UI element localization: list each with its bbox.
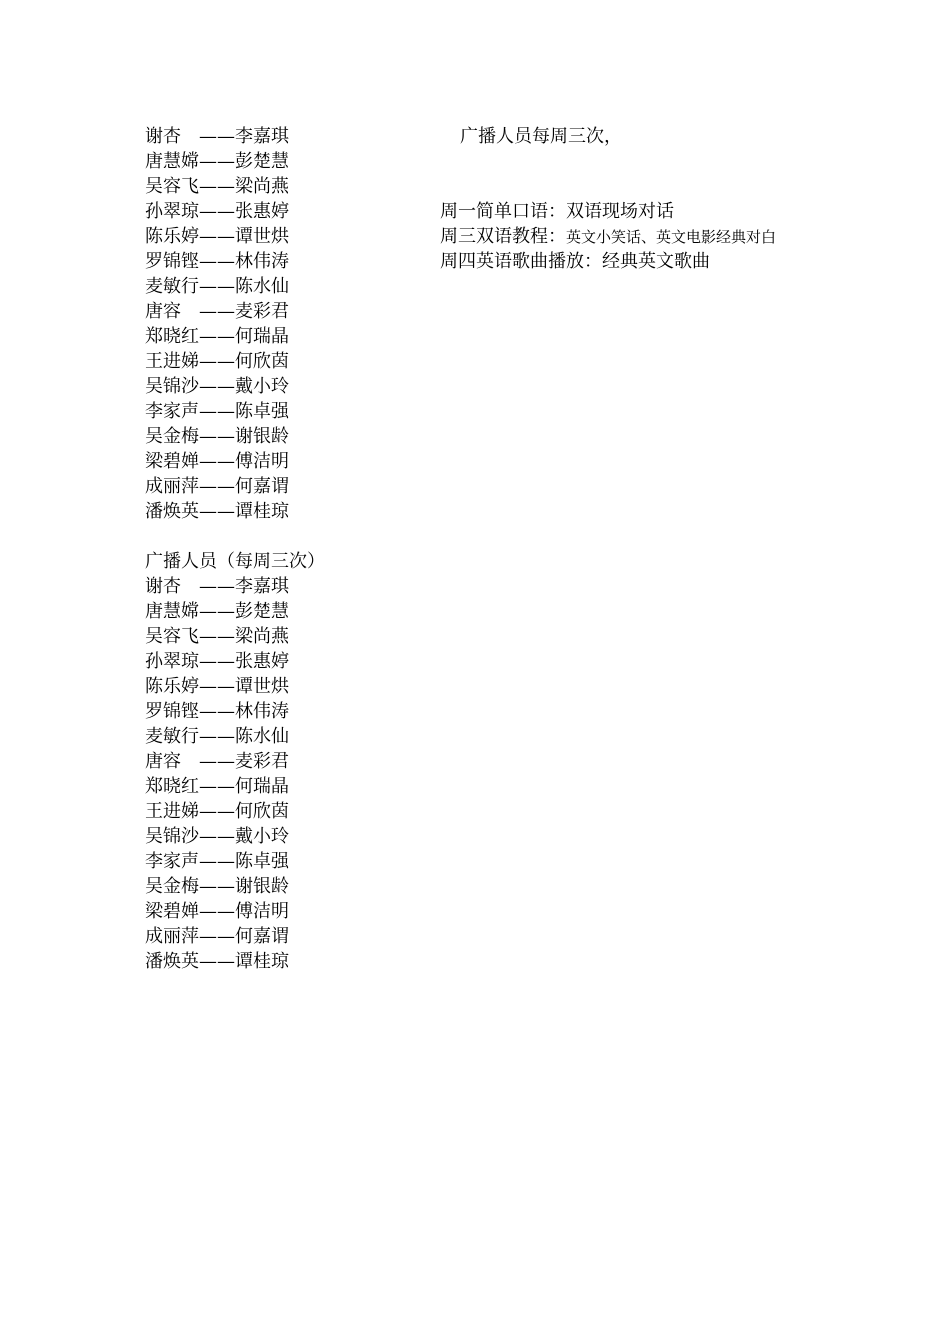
pair-first-name: 成丽萍 <box>145 926 199 947</box>
pair-row <box>145 649 425 674</box>
pair-second-name: 谢银龄 <box>235 876 289 897</box>
schedule-wednesday <box>440 224 920 249</box>
pair-first-name: 吴容飞 <box>145 626 199 647</box>
pair-dash: —— <box>199 326 235 347</box>
pair-dash: —— <box>199 401 235 422</box>
pair-first-name: 成丽萍 <box>145 476 199 497</box>
pair-row <box>145 824 425 849</box>
wednesday-content: 英文小笑话、英文电影经典对白 <box>566 228 777 246</box>
pair-dash: —— <box>199 901 235 922</box>
pair-dash: —— <box>199 951 235 972</box>
pair-second-name: 梁尚燕 <box>235 626 289 647</box>
pair-first-name: 李家声 <box>145 851 199 872</box>
schedule-monday <box>440 199 920 224</box>
pair-second-name: 梁尚燕 <box>235 176 289 197</box>
monday-content: 双语现场对话 <box>566 201 674 222</box>
pair-row <box>145 949 425 974</box>
pair-dash: —— <box>199 726 235 747</box>
pair-dash: —— <box>199 176 235 197</box>
pair-dash: —— <box>199 126 235 147</box>
pair-second-name: 何欣茵 <box>235 801 289 822</box>
pair-row <box>145 349 425 374</box>
pair-dash: —— <box>199 651 235 672</box>
pair-dash: —— <box>199 151 235 172</box>
pair-row <box>145 299 425 324</box>
pair-dash: —— <box>199 201 235 222</box>
pair-first-name: 梁碧婵 <box>145 901 199 922</box>
pair-row <box>145 699 425 724</box>
pair-second-name: 麦彩君 <box>235 301 289 322</box>
pair-dash: —— <box>199 251 235 272</box>
pair-second-name: 彭楚慧 <box>235 151 289 172</box>
pair-second-name: 陈卓强 <box>235 851 289 872</box>
pair-dash: —— <box>199 676 235 697</box>
pair-second-name: 何瑞晶 <box>235 776 289 797</box>
pair-dash: —— <box>199 351 235 372</box>
pair-row <box>145 624 425 649</box>
schedule-title: 广播人员每周三次， <box>460 126 622 147</box>
pair-first-name: 郑晓红 <box>145 776 199 797</box>
pair-first-name: 麦敏行 <box>145 276 199 297</box>
pair-first-name: 吴锦沙 <box>145 376 199 397</box>
pair-first-name: 陈乐婷 <box>145 226 199 247</box>
pair-dash: —— <box>199 426 235 447</box>
pair-first-name: 陈乐婷 <box>145 676 199 697</box>
pair-row <box>145 474 425 499</box>
pair-first-name: 郑晓红 <box>145 326 199 347</box>
pair-first-name: 唐慧嫦 <box>145 151 199 172</box>
pair-dash: —— <box>199 776 235 797</box>
pair-second-name: 戴小玲 <box>235 376 289 397</box>
pair-row <box>145 249 425 274</box>
pair-dash: —— <box>199 876 235 897</box>
pairs-column <box>145 124 425 974</box>
wednesday-label: 周三双语教程： <box>440 226 566 247</box>
pair-row <box>145 849 425 874</box>
pair-first-name: 吴金梅 <box>145 876 199 897</box>
pair-first-name: 吴锦沙 <box>145 826 199 847</box>
pair-first-name: 潘焕英 <box>145 951 199 972</box>
pair-second-name: 何瑞晶 <box>235 326 289 347</box>
pair-dash: —— <box>199 301 235 322</box>
pair-dash: —— <box>199 451 235 472</box>
pair-first-name: 罗锦铿 <box>145 251 199 272</box>
pair-second-name: 谭桂琼 <box>235 501 289 522</box>
pair-row <box>145 324 425 349</box>
pair-first-name: 谢杏 <box>145 126 181 147</box>
pair-first-name: 唐慧嫦 <box>145 601 199 622</box>
pair-row <box>145 924 425 949</box>
schedule-gap <box>440 149 920 199</box>
pair-row <box>145 799 425 824</box>
pair-row <box>145 674 425 699</box>
pair-first-name: 李家声 <box>145 401 199 422</box>
thursday-content: 经典英文歌曲 <box>602 251 710 272</box>
section2-title: 广播人员（每周三次） <box>145 551 325 572</box>
pair-second-name: 傅洁明 <box>235 451 289 472</box>
pair-first-name: 吴容飞 <box>145 176 199 197</box>
pair-second-name: 谢银龄 <box>235 426 289 447</box>
schedule-thursday <box>440 249 920 274</box>
pair-second-name: 何嘉谓 <box>235 926 289 947</box>
pair-dash: —— <box>199 826 235 847</box>
pair-dash: —— <box>199 801 235 822</box>
pair-row <box>145 399 425 424</box>
pair-row <box>145 874 425 899</box>
pair-dash: —— <box>199 926 235 947</box>
pair-row <box>145 224 425 249</box>
pair-dash: —— <box>199 226 235 247</box>
pair-second-name: 戴小玲 <box>235 826 289 847</box>
pair-row <box>145 124 425 149</box>
pair-dash: —— <box>199 701 235 722</box>
pair-row <box>145 899 425 924</box>
pair-second-name: 张惠婷 <box>235 201 289 222</box>
schedule-column <box>440 124 920 274</box>
pair-second-name: 何欣茵 <box>235 351 289 372</box>
pair-row <box>145 424 425 449</box>
pairs-list-top <box>145 124 425 524</box>
pair-second-name: 谭桂琼 <box>235 951 289 972</box>
pair-first-name: 潘焕英 <box>145 501 199 522</box>
pair-dash: —— <box>199 851 235 872</box>
pair-first-name: 吴金梅 <box>145 426 199 447</box>
pair-row <box>145 774 425 799</box>
pairs-list-bottom <box>145 574 425 974</box>
pair-row <box>145 374 425 399</box>
pair-row <box>145 724 425 749</box>
pair-second-name: 傅洁明 <box>235 901 289 922</box>
pair-first-name: 罗锦铿 <box>145 701 199 722</box>
pair-second-name: 谭世烘 <box>235 676 289 697</box>
pair-row <box>145 449 425 474</box>
pair-dash: —— <box>199 376 235 397</box>
pair-first-name: 王进娣 <box>145 801 199 822</box>
pair-dash: —— <box>199 276 235 297</box>
pair-row <box>145 149 425 174</box>
pair-second-name: 何嘉谓 <box>235 476 289 497</box>
pair-row <box>145 174 425 199</box>
pair-first-name: 唐容 <box>145 751 181 772</box>
pair-row <box>145 599 425 624</box>
monday-label: 周一简单口语： <box>440 201 566 222</box>
pair-second-name: 陈水仙 <box>235 726 289 747</box>
pair-second-name: 李嘉琪 <box>235 126 289 147</box>
pair-first-name: 王进娣 <box>145 351 199 372</box>
pair-row <box>145 199 425 224</box>
pair-row <box>145 274 425 299</box>
pair-first-name: 孙翠琼 <box>145 651 199 672</box>
pair-dash: —— <box>199 576 235 597</box>
pair-dash: —— <box>199 501 235 522</box>
pair-second-name: 谭世烘 <box>235 226 289 247</box>
pair-dash: —— <box>199 476 235 497</box>
pair-second-name: 麦彩君 <box>235 751 289 772</box>
pair-row <box>145 749 425 774</box>
pair-second-name: 李嘉琪 <box>235 576 289 597</box>
pair-second-name: 张惠婷 <box>235 651 289 672</box>
pair-second-name: 彭楚慧 <box>235 601 289 622</box>
pair-second-name: 陈卓强 <box>235 401 289 422</box>
pair-row <box>145 574 425 599</box>
pair-first-name: 唐容 <box>145 301 181 322</box>
pair-dash: —— <box>199 751 235 772</box>
pair-dash: —— <box>199 601 235 622</box>
section-gap <box>145 524 425 549</box>
pair-row <box>145 499 425 524</box>
pair-second-name: 陈水仙 <box>235 276 289 297</box>
pair-dash: —— <box>199 626 235 647</box>
pair-second-name: 林伟涛 <box>235 251 289 272</box>
pair-first-name: 梁碧婵 <box>145 451 199 472</box>
thursday-label: 周四英语歌曲播放： <box>440 251 602 272</box>
pair-first-name: 孙翠琼 <box>145 201 199 222</box>
pair-first-name: 麦敏行 <box>145 726 199 747</box>
pair-second-name: 林伟涛 <box>235 701 289 722</box>
pair-first-name: 谢杏 <box>145 576 181 597</box>
